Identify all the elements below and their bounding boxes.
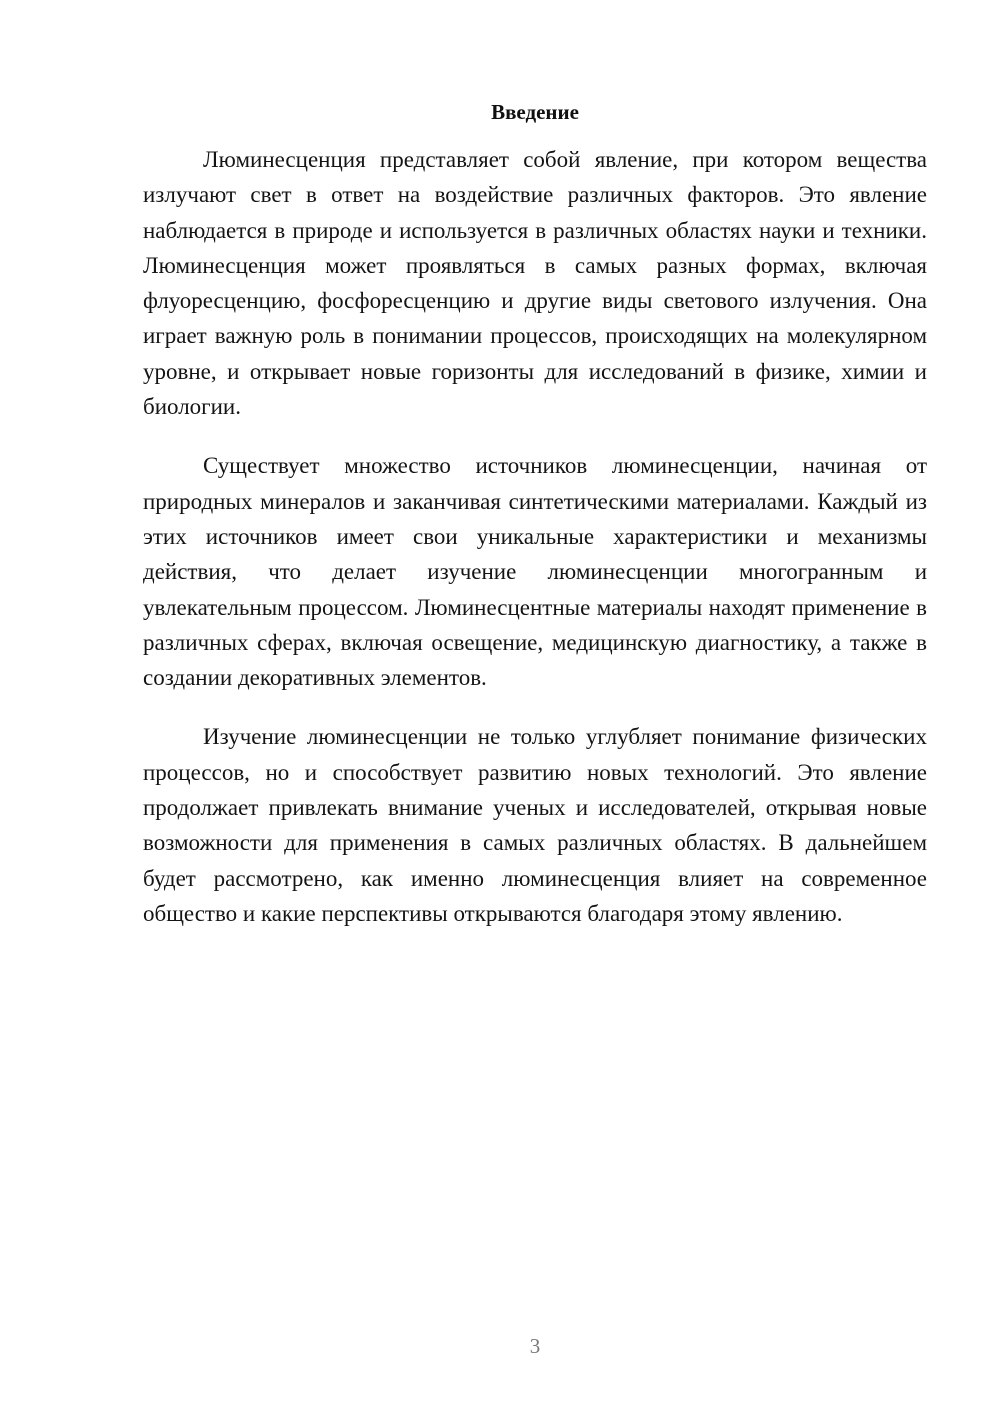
section-heading: Введение [491,100,579,124]
page-number: 3 [529,1334,541,1358]
body-text [143,142,927,955]
paragraph: Люминесценция представляет собой явление, при котором вещества излучают свет в ответ на воздействие различных факторов. Это явление наблюдается в природе и используется в различных областях науки и техники. Люминесценция может проявляться в самых разных формах, включая флуоресценцию, фосфоресценцию и другие виды светового излучения. Она играет важную роль в понимании процессов, происходящих на молекулярном уровне, и открывает новые горизонты для исследований в физике, химии и биологии. [143,147,927,420]
paragraph: Изучение люминесценции не только углубляет понимание физических процессов, но и способствует развитию новых технологий. Это явление продолжает привлекать внимание ученых и исследователей, открывая новые возможности для применения в самых различных областях. В дальнейшем будет рассмотрено, как именно люминесценция влияет на современное общество и какие перспективы открываются благодаря этому явлению. [143,724,927,926]
paragraph: Существует множество источников люминесценции, начиная от природных минералов и заканчивая синтетическими материалами. Каждый из этих источников имеет свои уникальные характеристики и механизмы действия, что делает изучение люминесценции многогранным и увлекательным процессом. Люминесцентные материалы находят применение в различных сферах, включая освещение, медицинскую диагностику, а также в создании декоративных элементов. [143,453,927,691]
